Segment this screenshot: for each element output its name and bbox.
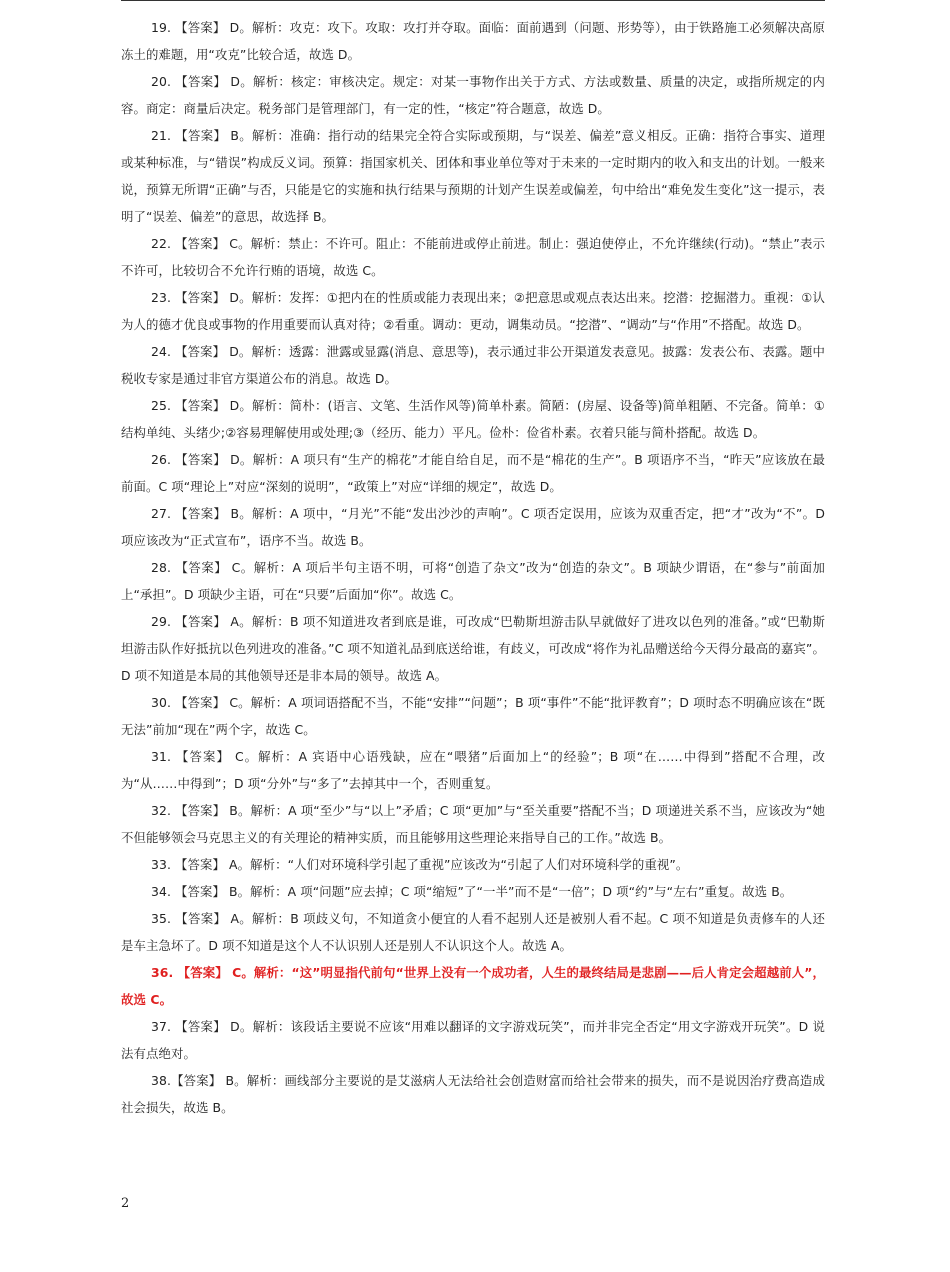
answer-explanations [121, 14, 825, 1121]
paragraph-q27: 27. 【答案】 B。解析：A 项中，“月光”不能“发出沙沙的声响”。C 项否定误用，应该为双重否定，把“才”改为“不”。D 项应该改为“正式宣布”，语序不当。故选 B。 [121, 506, 825, 548]
paragraph-q26: 26. 【答案】 D。解析：A 项只有“生产的棉花”才能自给自足，而不是“棉花的生产”。B 项语序不当，“昨天”应该放在最前面。C 项“理论上”对应“深刻的说明”，“政策上”对应“详细的规定”，故选 D。 [121, 452, 825, 494]
paragraph-q31: 31. 【答案】 C。解析：A 宾语中心语残缺，应在“喂猪”后面加上“的经验”；B 项“在……中得到”搭配不合理，改为“从……中得到”；D 项“分外”与“多了”去掉其中一个，否则重复。 [121, 749, 825, 791]
paragraph-q38: 38.【答案】 B。解析：画线部分主要说的是艾滋病人无法给社会创造财富而给社会带来的损失，而不是说因治疗费高造成社会损失，故选 B。 [121, 1073, 825, 1115]
page-number: 2 [121, 1196, 130, 1211]
top-rule [121, 0, 825, 1]
paragraph-q34: 34. 【答案】 B。解析：A 项“问题”应去掉；C 项“缩短”了“一半”而不是“一倍”；D 项“约”与“左右”重复。故选 B。 [151, 884, 793, 899]
paragraph-q30: 30. 【答案】 C。解析：A 项词语搭配不当，不能“安排”“问题”；B 项“事件”不能“批评教育”；D 项时态不明确应该在“既无法”前加“现在”两个字，故选 C。 [121, 695, 825, 737]
paragraph-q19: 19. 【答案】 D。解析：攻克：攻下。攻取：攻打并夺取。面临：面前遇到（问题、形势等），由于铁路施工必须解决高原冻土的难题，用“攻克”比较合适，故选 D。 [121, 20, 825, 62]
paragraph-q32: 32. 【答案】 B。解析：A 项“至少”与“以上”矛盾；C 项“更加”与“至关重要”搭配不当；D 项递进关系不当，应该改为“她不但能够领会马克思主义的有关理论的精神实质，而且能够用这些理论来指导自己的工作。”故选 B。 [121, 803, 825, 845]
paragraph-q25: 25. 【答案】 D。解析：简朴：(语言、文笔、生活作风等)简单朴素。简陋：(房屋、设备等)简单粗陋、不完备。简单：①结构单纯、头绪少;②容易理解使用或处理;③（经历、能力）平凡。俭朴：俭省朴素。衣着只能与简朴搭配。故选 D。 [121, 398, 825, 440]
paragraph-q24: 24. 【答案】 D。解析：透露：泄露或显露(消息、意思等)，表示通过非公开渠道发表意见。披露：发表公布、表露。题中税收专家是通过非官方渠道公布的消息。故选 D。 [121, 344, 825, 386]
paragraph-q36-highlighted: 36. 【答案】 C。解析：“这”明显指代前句“世界上没有一个成功者，人生的最终结局是悲剧——后人肯定会超越前人”，故选 C。 [121, 965, 825, 1007]
paragraph-q33: 33. 【答案】 A。解析：“人们对环境科学引起了重视”应该改为“引起了人们对环境科学的重视”。 [151, 857, 689, 872]
paragraph-q20: 20. 【答案】 D。解析：核定：审核决定。规定：对某一事物作出关于方式、方法或数量、质量的决定，或指所规定的内容。商定：商量后决定。税务部门是管理部门，有一定的性，“核定”符合题意，故选 D。 [121, 74, 825, 116]
paragraph-q28: 28. 【答案】 C。解析：A 项后半句主语不明，可将“创造了杂文”改为“创造的杂文”。B 项缺少谓语，在“参与”前面加上“承担”。D 项缺少主语，可在“只要”后面加“你”。故选 C。 [121, 560, 825, 602]
paragraph-q37: 37. 【答案】 D。解析：该段话主要说不应该“用难以翻译的文字游戏玩笑”，而并非完全否定“用文字游戏开玩笑”。D 说法有点绝对。 [121, 1019, 825, 1061]
paragraph-q23: 23. 【答案】 D。解析：发挥：①把内在的性质或能力表现出来；②把意思或观点表达出来。挖潜：挖掘潜力。重视：①认为人的德才优良或事物的作用重要而认真对待；②看重。调动：更动，调集动员。“挖潜”、“调动”与“作用”不搭配。故选 D。 [121, 290, 825, 332]
paragraph-q29: 29. 【答案】 A。解析：B 项不知道进攻者到底是谁，可改成“巴勒斯坦游击队早就做好了进攻以色列的准备。”或“巴勒斯坦游击队作好抵抗以色列进攻的准备。”C 项不知道礼品到底送给谁，有歧义，可改成“将作为礼品赠送给今天得分最高的嘉宾”。D 项不知道是本局的其他领导还是非本局的领导。故选 A。 [121, 614, 825, 683]
paragraph-q21: 21. 【答案】 B。解析：准确：指行动的结果完全符合实际或预期，与“误差、偏差”意义相反。正确：指符合事实、道理或某种标准，与“错误”构成反义词。预算：指国家机关、团体和事业单位等对于未来的一定时期内的收入和支出的计划。一般来说，预算无所谓“正确”与否，只能是它的实施和执行结果与预期的计划产生误差或偏差，句中给出“难免发生变化”这一提示，表明了“误差、偏差”的意思，故选择 B。 [121, 128, 825, 224]
paragraph-q22: 22. 【答案】 C。解析：禁止：不许可。阻止：不能前进或停止前进。制止：强迫使停止，不允许继续(行动)。“禁止”表示不许可，比较切合不允许行贿的语境，故选 C。 [121, 236, 825, 278]
paragraph-q35: 35. 【答案】 A。解析：B 项歧义句，不知道贪小便宜的人看不起别人还是被别人看不起。C 项不知道是负责修车的人还是车主急坏了。D 项不知道是这个人不认识别人还是别人不认识这个人。故选 A。 [121, 911, 825, 953]
